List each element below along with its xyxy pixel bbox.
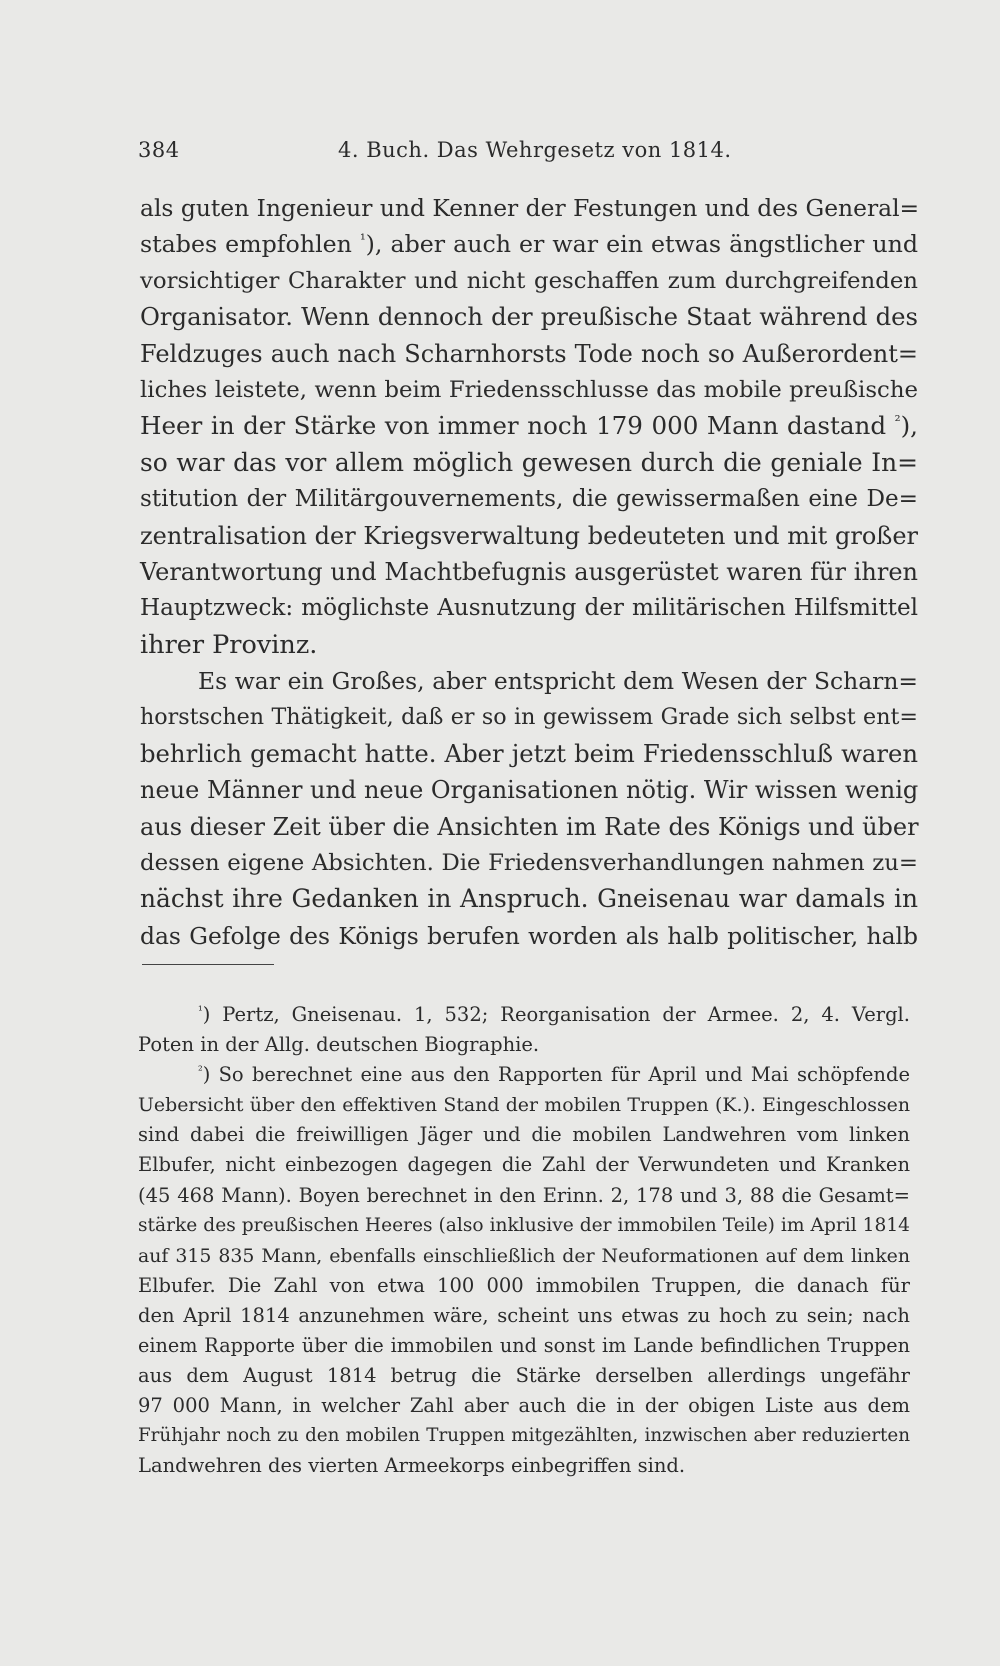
text-line: das Gefolge des Königs berufen worden als halb politischer, halb: [140, 921, 918, 950]
text-line: Organisator. Wenn dennoch der preußische Staat während des: [140, 302, 918, 332]
footnote-line: auf 315 835 Mann, ebenfalls einschließlich der Neuformationen auf dem linken: [138, 1244, 910, 1267]
footnote-line: Landwehren des vierten Armeekorps einbegriffen sind.: [138, 1454, 686, 1478]
footnote-line: Uebersicht über den effektiven Stand der mobilen Truppen (K.). Eingeschlossen: [138, 1094, 910, 1117]
footnote-divider: [142, 964, 274, 965]
body-text: [140, 190, 918, 954]
text-line: Heer in der Stärke von immer noch 179 000 Mann dastand $^{^2}$),: [140, 411, 918, 441]
footnote-line: sind dabei die freiwilligen Jäger und die mobilen Landwehren vom linken: [138, 1123, 910, 1147]
footnotes: [138, 1000, 910, 1482]
footnote-line: den April 1814 anzunehmen wäre, scheint uns etwas zu hoch zu sein; nach: [138, 1303, 910, 1327]
footnote-line: Elbufer, nicht einbezogen dagegen die Zahl der Verwundeten und Kranken: [138, 1153, 910, 1177]
footnote-line: einem Rapporte über die immobilen und sonst im Lande befindlichen Truppen: [138, 1334, 910, 1358]
footnote-line: aus dem August 1814 betrug die Stärke derselben allerdings ungefähr: [138, 1364, 910, 1388]
footnote-line: $^{^1}$) Pertz, Gneisenau. 1, 532; Reorganisation der Armee. 2, 4. Vergl.: [198, 1003, 910, 1026]
text-line: als guten Ingenieur und Kenner der Festungen und des General=: [140, 194, 920, 222]
footnote-line: Frühjahr noch zu den mobilen Truppen mitgezählten, inzwischen aber reduzierten: [138, 1425, 910, 1447]
text-line: stabes empfohlen $^{^1}$), aber auch er war ein etwas ängstlicher und: [140, 230, 918, 259]
footnote-line: (45 468 Mann). Boyen berechnet in den Erinn. 2, 178 und 3, 88 die Gesamt=: [138, 1183, 910, 1207]
text-line: horstschen Thätigkeit, daß er so in gewissem Grade sich selbst ent=: [140, 704, 918, 731]
text-line: neue Männer und neue Organisationen nötig. Wir wissen wenig: [140, 776, 919, 805]
footnote-line: 97 000 Mann, in welcher Zahl aber auch die in der obigen Liste aus dem: [138, 1394, 910, 1418]
text-line: Hauptzweck: möglichste Ausnutzung der militärischen Hilfsmittel: [140, 595, 918, 622]
text-line: nächst ihre Gedanken in Anspruch. Gneisenau war damals in: [140, 884, 918, 914]
footnote-line: Poten in der Allg. deutschen Biographie.: [138, 1033, 540, 1057]
text-line: stitution der Militärgouvernements, die gewissermaßen eine De=: [140, 486, 918, 513]
text-line: Feldzuges auch nach Scharnhorsts Tode noch so Außerordent=: [140, 339, 918, 368]
text-line: dessen eigene Absichten. Die Friedensverhandlungen nahmen zu=: [140, 850, 918, 877]
text-line: zentralisation der Kriegsverwaltung bedeuteten und mit großer: [140, 521, 918, 550]
text-line: vorsichtiger Charakter und nicht geschaffen zum durchgreifenden: [140, 267, 918, 294]
text-line: ihrer Provinz.: [140, 629, 318, 660]
text-line: Verantwortung und Machtbefugnis ausgerüstet waren für ihren: [140, 557, 918, 586]
text-line: Es war ein Großes, aber entspricht dem Wesen der Scharn=: [198, 667, 918, 696]
text-line: so war das vor allem möglich gewesen durch die geniale In=: [140, 447, 918, 477]
running-title: 4. Buch. Das Wehrgesetz von 1814.: [338, 138, 732, 162]
page-number: 384: [138, 138, 180, 162]
footnote-line: stärke des preußischen Heeres (also inklusive der immobilen Teile) im April 1814: [138, 1214, 910, 1236]
text-line: aus dieser Zeit über die Ansichten im Rate des Königs und über: [140, 812, 919, 841]
text-line: liches leistete, wenn beim Friedensschlusse das mobile preußische: [140, 376, 918, 403]
footnote-line: $^{^2}$) So berechnet eine aus den Rapporten für April und Mai schöpfende: [198, 1063, 910, 1087]
footnote-line: Elbufer. Die Zahl von etwa 100 000 immobilen Truppen, die danach für: [138, 1273, 910, 1297]
text-line: behrlich gemacht hatte. Aber jetzt beim Friedensschluß waren: [140, 738, 918, 768]
